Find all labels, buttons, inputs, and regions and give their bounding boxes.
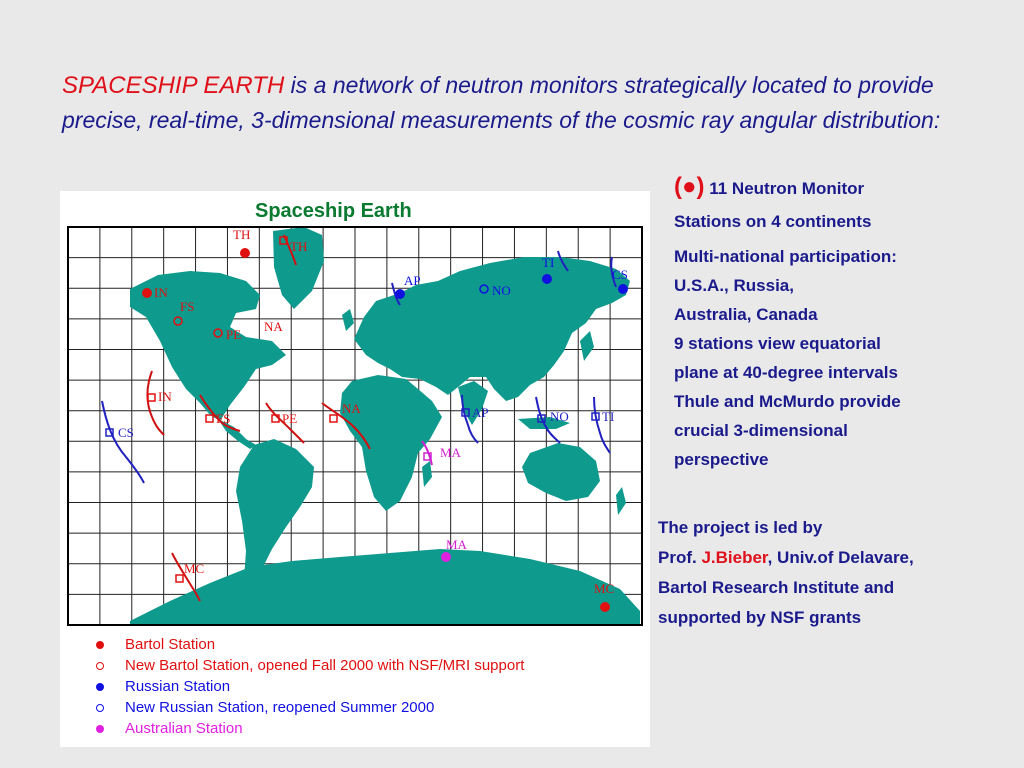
label-ap-curve: AP	[472, 405, 489, 420]
station-ti-dot	[542, 274, 552, 284]
station-th-dot	[240, 248, 250, 258]
info-line: Thule and McMurdo provide	[674, 392, 901, 411]
label-ti-top: TI	[542, 255, 555, 270]
label-th-2: TH	[290, 239, 308, 254]
australia	[522, 443, 600, 501]
legend-new-russian-marker	[96, 704, 104, 712]
lead-line: supported by NSF grants	[658, 608, 862, 627]
station-in-square	[148, 394, 155, 401]
label-ti-curve: TI	[602, 409, 615, 424]
legend-item	[96, 655, 524, 676]
station-mc-square	[176, 575, 183, 582]
label-ma-south: MA	[446, 537, 467, 552]
info-line: Multi-national participation:	[674, 247, 897, 266]
info-line: Stations on 4 continents	[674, 212, 872, 231]
lead-suffix: , Univ.of Delavare,	[767, 548, 914, 567]
legend-australian-marker	[96, 725, 104, 733]
heading-lead: SPACESHIP EARTH	[62, 72, 285, 99]
info-line: 9 stations view equatorial	[674, 334, 881, 353]
label-cs-top: CS	[612, 267, 628, 282]
spaceship-earth-map	[60, 191, 650, 747]
lead-line: Bartol Research Institute and	[658, 578, 895, 597]
legend-label: Bartol Station	[125, 636, 216, 653]
label-th-1: TH	[233, 227, 251, 242]
legend-new-bartol-marker	[96, 662, 104, 670]
legend-russian-marker	[96, 683, 104, 691]
label-mc-south: MC	[594, 581, 615, 596]
label-cs-curve: CS	[118, 425, 134, 440]
label-ap-top: AP	[404, 273, 421, 288]
legend-label: New Bartol Station, opened Fall 2000 with NSF/MRI support	[125, 657, 525, 674]
info-line: U.S.A., Russia,	[674, 276, 794, 295]
label-no-curve: NO	[550, 409, 569, 424]
label-in-top: IN	[154, 285, 168, 300]
legend-item	[96, 718, 524, 739]
label-mc-curve: MC	[184, 561, 205, 576]
viewing-curve-ti	[594, 397, 610, 453]
station-cs-dot	[618, 284, 628, 294]
legend-item	[96, 634, 524, 655]
landmasses	[130, 227, 640, 625]
label-no-top: NO	[492, 283, 511, 298]
info-line: plane at 40-degree intervals	[674, 363, 898, 382]
station-na-square	[330, 415, 337, 422]
station-ap-dot	[395, 289, 405, 299]
info-line: crucial 3-dimensional	[674, 421, 848, 440]
lead-line	[658, 543, 1018, 573]
page-heading	[62, 68, 1002, 137]
viewing-curve-cs	[102, 401, 144, 483]
label-pe-top: PE	[226, 327, 242, 342]
info-line	[674, 172, 1014, 203]
madagascar	[422, 461, 432, 487]
map-title: Spaceship Earth	[255, 200, 412, 222]
legend-label: New Russian Station, reopened Summer 2000	[125, 699, 435, 716]
japan	[580, 331, 594, 361]
lead-name: J.Bieber	[701, 548, 768, 567]
station-ma-dot	[441, 552, 451, 562]
project-lead	[658, 513, 1018, 633]
legend-bartol-marker	[96, 641, 104, 649]
info-text: 11 Neutron Monitor	[709, 179, 865, 198]
heading-rest: is a network of neutron monitors strategically located to provide precise, real-time, 3-dimensional measurements of the cosmic ray angular distribution:	[62, 72, 941, 133]
info-line: perspective	[674, 450, 769, 469]
legend-label: Russian Station	[125, 678, 231, 695]
info-panel	[674, 172, 1014, 474]
label-pe-curve: PE	[282, 411, 298, 426]
lead-prefix: Prof.	[658, 548, 702, 567]
british-isles	[342, 309, 354, 331]
legend-item	[96, 676, 524, 697]
antarctica	[130, 549, 640, 625]
label-na-top: NA	[264, 319, 283, 334]
label-na-curve: NA	[342, 401, 361, 416]
lead-line: The project is led by	[658, 518, 823, 537]
legend-item	[96, 697, 524, 718]
info-line: Australia, Canada	[674, 305, 818, 324]
station-symbol: (●)	[674, 173, 705, 200]
label-fs-top: FS	[180, 299, 195, 314]
station-in-dot	[142, 288, 152, 298]
legend-label: Australian Station	[125, 720, 243, 737]
label-ma-curve: MA	[440, 445, 461, 460]
station-mc-dot	[600, 602, 610, 612]
map-legend	[96, 634, 524, 739]
new-zealand	[616, 487, 626, 515]
label-fs-curve: FS	[216, 411, 231, 426]
label-in-curve: IN	[158, 389, 172, 404]
